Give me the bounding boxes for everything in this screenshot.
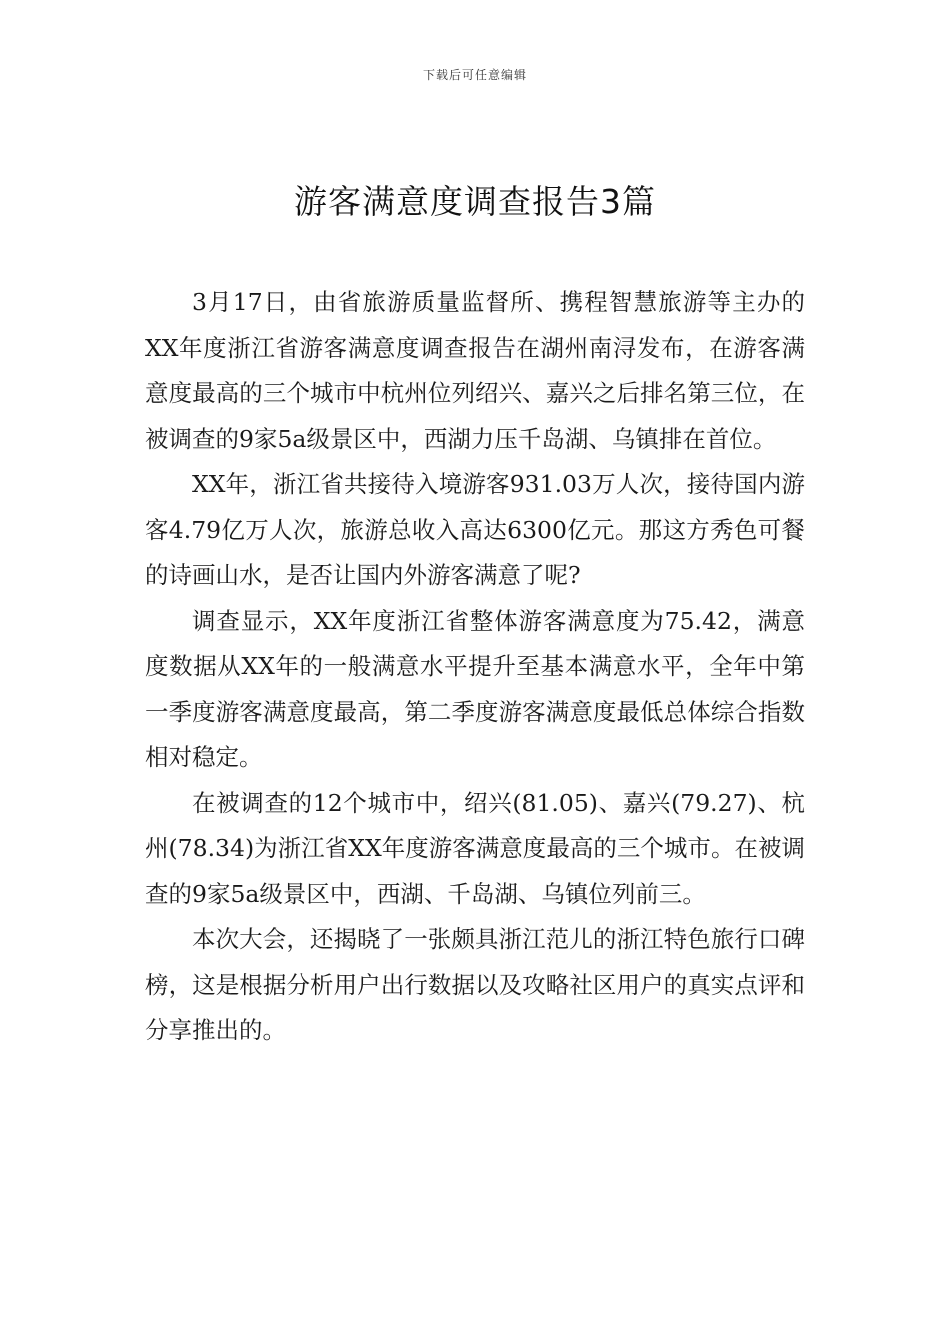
document-body [145,280,805,1054]
document-title: 游客满意度调查报告3篇 [294,182,656,221]
header-note: 下载后可任意编辑 [422,68,527,82]
paragraph: 本次大会，还揭晓了一张颇具浙江范儿的浙江特色旅行口碑榜，这是根据分析用户出行数据以及攻略社区用户的真实点评和分享推出的。 [145,925,805,1044]
paragraph: 3月17日，由省旅游质量监督所、携程智慧旅游等主办的XX年度浙江省游客满意度调查报告在湖州南浔发布，在游客满意度最高的三个城市中杭州位列绍兴、嘉兴之后排名第三位，在被调查的9家5a级景区中，西湖力压千岛湖、乌镇排在首位。 [145,288,805,453]
paragraph: 在被调查的12个城市中，绍兴(81.05)、嘉兴(79.27)、杭州(78.34)为浙江省XX年度游客满意度最高的三个城市。在被调查的9家5a级景区中，西湖、千岛湖、乌镇位列前三。 [145,788,805,908]
paragraph: XX年，浙江省共接待入境游客931.03万人次，接待国内游客4.79亿万人次，旅游总收入高达6300亿元。那这方秀色可餐的诗画山水，是否让国内外游客满意了呢? [145,470,805,589]
paragraph: 调查显示，XX年度浙江省整体游客满意度为75.42，满意度数据从XX年的一般满意水平提升至基本满意水平，全年中第一季度游客满意度最高，第二季度游客满意度最低总体综合指数相对稳定。 [145,606,805,771]
